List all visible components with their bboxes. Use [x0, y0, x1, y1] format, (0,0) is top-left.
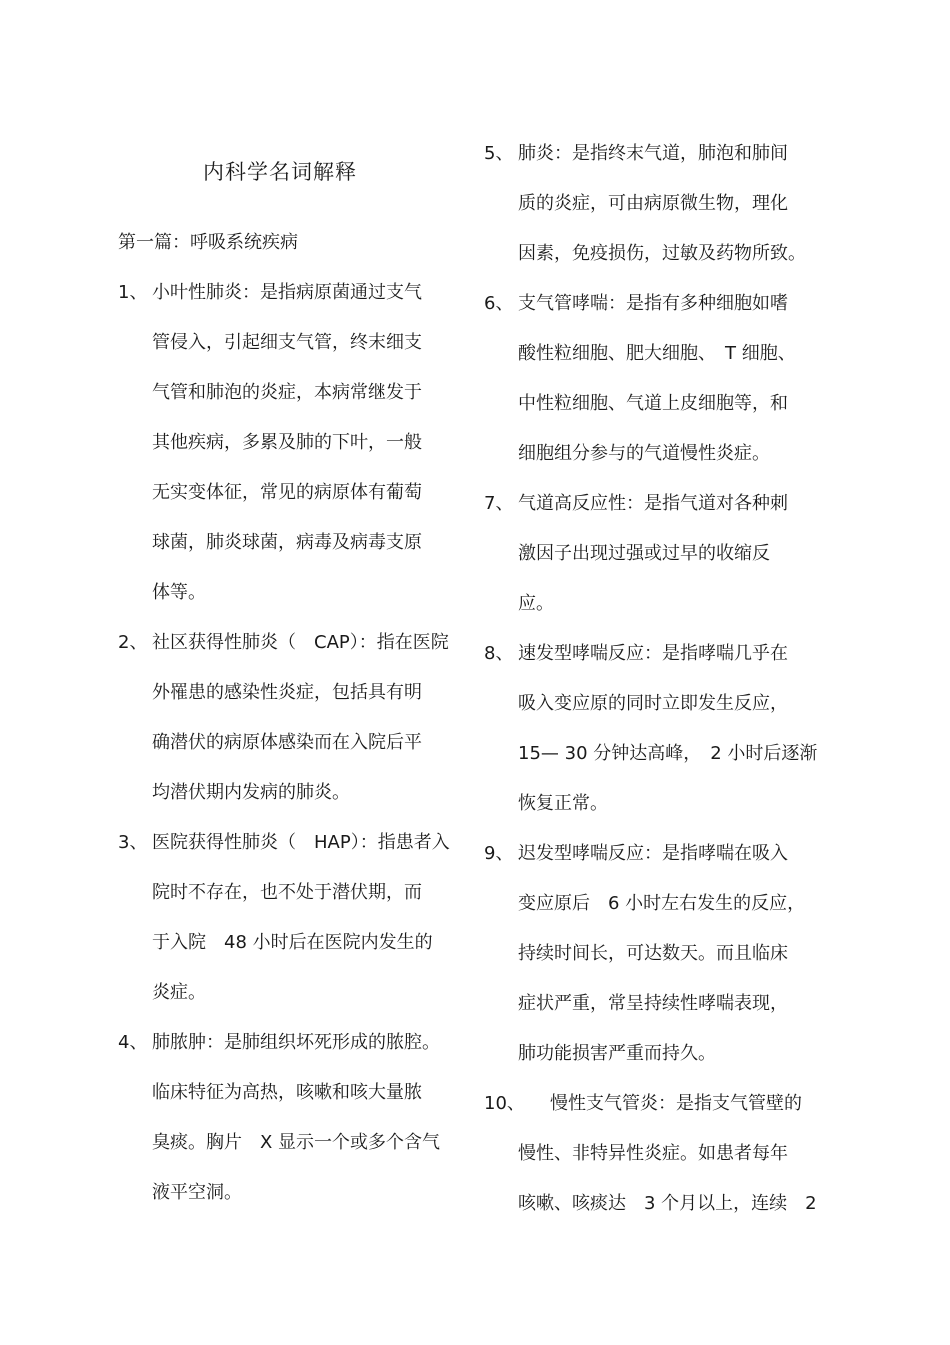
definition-line: 臭痰。胸片 X 显示一个或多个含气 — [152, 1132, 441, 1153]
definition-line: 酸性粒细胞、肥大细胞、 T 细胞、 — [518, 343, 796, 364]
definition-line — [484, 643, 817, 693]
item-number: 1、 — [118, 282, 148, 303]
definition-line: 中性粒细胞、气道上皮细胞等，和 — [518, 393, 788, 414]
item-number: 4、 — [118, 1032, 148, 1053]
definition-line — [484, 1093, 817, 1143]
item-number: 7、 — [484, 493, 514, 514]
item-number: 10、 — [484, 1093, 525, 1114]
definition-line: 均潜伏期内发病的肺炎。 — [152, 782, 350, 803]
definition-line — [118, 632, 450, 682]
definition-line: 院时不存在，也不处于潜伏期，而 — [152, 882, 422, 903]
definition-text: 速发型哮喘反应：是指哮喘几乎在 — [518, 643, 788, 664]
definition-line: 球菌，肺炎球菌，病毒及病毒支原 — [152, 532, 422, 553]
definition-line: 气管和肺泡的炎症，本病常继发于 — [152, 382, 422, 403]
definition-line: 确潜伏的病原体感染而在入院后平 — [152, 732, 422, 753]
definition-text: 肺脓肿：是肺组织坏死形成的脓腔。 — [152, 1032, 440, 1053]
definition-line: 于入院 48 小时后在医院内发生的 — [152, 932, 433, 953]
definition-line: 变应原后 6 小时左右发生的反应， — [518, 893, 806, 914]
definition-line: 咳嗽、咳痰达 3 个月以上，连续 2 — [518, 1193, 817, 1214]
page-title: 内科学名词解释 — [203, 160, 357, 184]
item-number: 2、 — [118, 632, 148, 653]
definition-line: 症状严重，常呈持续性哮喘表现， — [518, 993, 788, 1014]
definition-line: 临床特征为高热，咳嗽和咳大量脓 — [152, 1082, 422, 1103]
definition-text: 肺炎：是指终末气道，肺泡和肺间 — [518, 143, 788, 164]
definition-line: 15— 30 分钟达高峰， 2 小时后逐渐 — [518, 743, 818, 764]
definition-text: 慢性支气管炎：是指支气管壁的 — [550, 1093, 802, 1114]
definition-line: 体等。 — [152, 582, 206, 603]
definition-text: 迟发型哮喘反应：是指哮喘在吸入 — [518, 843, 788, 864]
definition-line: 无实变体征，常见的病原体有葡萄 — [152, 482, 422, 503]
definition-line: 恢复正常。 — [518, 793, 608, 814]
item-number: 8、 — [484, 643, 514, 664]
definition-line: 吸入变应原的同时立即发生反应， — [518, 693, 788, 714]
definition-line — [484, 493, 817, 543]
definition-line — [484, 143, 817, 193]
section-heading: 第一篇：呼吸系统疾病 — [118, 232, 298, 253]
definition-line: 外罹患的感染性炎症，包括具有明 — [152, 682, 422, 703]
definition-line: 质的炎症，可由病原微生物，理化 — [518, 193, 788, 214]
right-column — [484, 143, 817, 1243]
definition-line: 慢性、非特异性炎症。如患者每年 — [518, 1143, 788, 1164]
definition-line: 炎症。 — [152, 982, 206, 1003]
definition-text: 小叶性肺炎：是指病原菌通过支气 — [152, 282, 422, 303]
item-number: 9、 — [484, 843, 514, 864]
definition-line — [118, 282, 450, 332]
item-number: 3、 — [118, 832, 148, 853]
definition-text: 支气管哮喘：是指有多种细胞如嗜 — [518, 293, 788, 314]
definition-line: 液平空洞。 — [152, 1182, 242, 1203]
definition-line: 持续时间长，可达数天。而且临床 — [518, 943, 788, 964]
definition-line: 管侵入，引起细支气管，终末细支 — [152, 332, 422, 353]
definition-line — [118, 832, 450, 882]
definition-text: 气道高反应性：是指气道对各种刺 — [518, 493, 788, 514]
definition-text: 医院获得性肺炎（ HAP）：指患者入 — [152, 832, 450, 853]
definition-line — [118, 1032, 450, 1082]
definition-line — [484, 843, 817, 893]
definition-line: 因素，免疫损伤，过敏及药物所致。 — [518, 243, 806, 264]
definition-line: 应。 — [518, 593, 554, 614]
definition-line: 肺功能损害严重而持久。 — [518, 1043, 716, 1064]
item-number: 6、 — [484, 293, 514, 314]
definition-line: 细胞组分参与的气道慢性炎症。 — [518, 443, 770, 464]
definition-text: 社区获得性肺炎（ CAP）：指在医院 — [152, 632, 449, 653]
item-number: 5、 — [484, 143, 514, 164]
definition-line — [484, 293, 817, 343]
left-column — [118, 232, 450, 1232]
definition-line: 激因子出现过强或过早的收缩反 — [518, 543, 770, 564]
definition-line: 其他疾病，多累及肺的下叶，一般 — [152, 432, 422, 453]
